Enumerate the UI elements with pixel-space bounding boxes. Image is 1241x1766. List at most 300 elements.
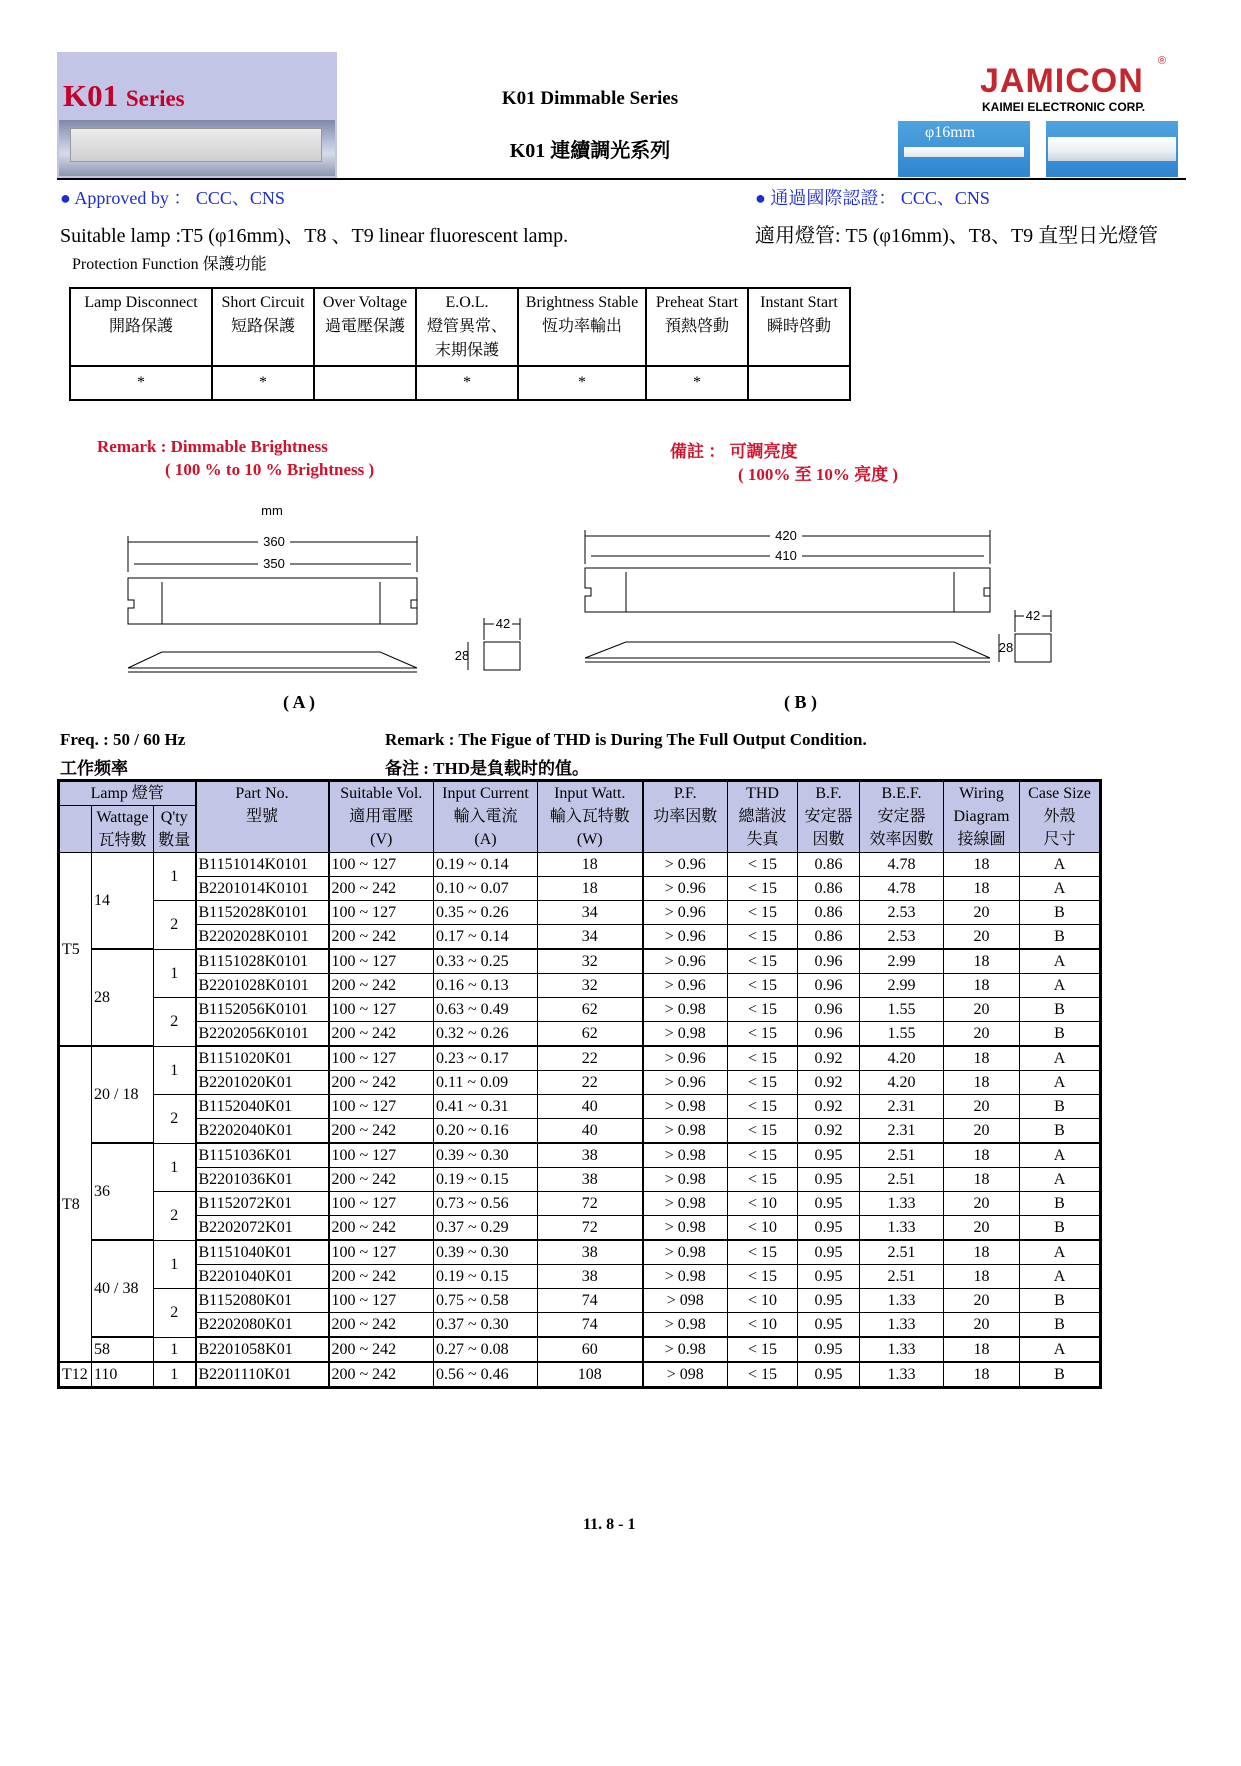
wiring-cell: 18 [944,1143,1020,1168]
input-watt-cell: 62 [538,1022,643,1047]
case-size-cell: A [1020,1265,1101,1289]
bef-cell: 2.31 [860,1119,944,1144]
prot-header-lamp-disconnect: Lamp Disconnect 開路保護 [70,288,212,366]
pf-cell: > 0.96 [643,1046,728,1071]
suitable-vol-cell: 200 ~ 242 [329,1265,434,1289]
table-row [59,949,1101,974]
bef-cell: 2.99 [860,974,944,998]
case-size-cell: A [1020,1046,1101,1071]
dimension-b-width: 42 [1025,608,1041,623]
input-watt-cell: 38 [538,1240,643,1265]
dimension-a-height: 28 [454,648,470,663]
input-current-cell: 0.19 ~ 0.15 [434,1265,538,1289]
bf-cell: 0.92 [798,1071,860,1095]
thd-cell: < 15 [728,853,798,877]
prot-mark: * [70,366,212,400]
input-current-cell: 0.35 ~ 0.26 [434,901,538,925]
bf-cell: 0.95 [798,1265,860,1289]
bf-cell: 0.95 [798,1289,860,1313]
prot-header-short-circuit: Short Circuit 短路保護 [212,288,314,366]
input-current-cell: 0.17 ~ 0.14 [434,925,538,950]
part-no-cell: B2201028K0101 [196,974,329,998]
table-row [59,1265,1101,1289]
lamp-type-cell: T8 [59,1046,92,1362]
prot-mark: * [212,366,314,400]
input-current-cell: 0.33 ~ 0.25 [434,949,538,974]
wiring-cell: 18 [944,877,1020,901]
input-watt-cell: 34 [538,901,643,925]
pf-cell: > 0.96 [643,974,728,998]
input-watt-cell: 40 [538,1095,643,1119]
input-watt-cell: 34 [538,925,643,950]
registered-mark: ® [1158,55,1167,67]
approved-by-zh [755,184,990,210]
wattage-cell: 36 [92,1143,154,1240]
page-number: 11. 8 - 1 [583,1516,636,1533]
thd-cell: < 15 [728,1022,798,1047]
qty-cell: 1 [154,949,196,998]
bf-cell: 0.95 [798,1143,860,1168]
header-thd: THD 總諧波 失真 [728,781,798,853]
bef-cell: 2.53 [860,925,944,950]
header-lamp-type [59,806,92,853]
protection-function-title: Protection Function 保護功能 [72,256,267,273]
thd-cell: < 15 [728,1265,798,1289]
series-code: K01 [63,78,119,113]
suitable-vol-cell: 100 ~ 127 [329,901,434,925]
qty-cell: 2 [154,901,196,950]
pf-cell: > 0.98 [643,998,728,1022]
wiring-cell: 20 [944,925,1020,950]
thd-cell: < 15 [728,974,798,998]
bf-cell: 0.95 [798,1337,860,1362]
input-watt-cell: 108 [538,1362,643,1388]
input-current-cell: 0.32 ~ 0.26 [434,1022,538,1047]
part-no-cell: B1152028K0101 [196,901,329,925]
wattage-cell: 58 [92,1337,154,1362]
jamicon-logo: JAMICON [980,62,1144,100]
part-no-cell: B1152056K0101 [196,998,329,1022]
part-no-cell: B2201058K01 [196,1337,329,1362]
header-suitable-vol: Suitable Vol. 適用電壓 (V) [329,781,434,853]
pf-cell: > 0.96 [643,925,728,950]
part-no-cell: B2201014K0101 [196,877,329,901]
diagram-b-label: ( B ) [784,692,817,712]
input-watt-cell: 38 [538,1265,643,1289]
case-size-cell: B [1020,1313,1101,1338]
bf-cell: 0.95 [798,1240,860,1265]
pf-cell: > 0.98 [643,1337,728,1362]
bef-cell: 4.78 [860,877,944,901]
part-no-cell: B2202040K01 [196,1119,329,1144]
wiring-cell: 18 [944,1265,1020,1289]
header-divider [57,178,1186,180]
wiring-cell: 18 [944,1240,1020,1265]
suitable-vol-cell: 100 ~ 127 [329,998,434,1022]
bef-cell: 2.31 [860,1095,944,1119]
input-current-cell: 0.75 ~ 0.58 [434,1289,538,1313]
bef-cell: 1.33 [860,1313,944,1338]
bef-cell: 4.20 [860,1046,944,1071]
suitable-vol-cell: 100 ~ 127 [329,1143,434,1168]
case-size-cell: A [1020,1143,1101,1168]
thd-cell: < 15 [728,1095,798,1119]
input-watt-cell: 38 [538,1143,643,1168]
thd-cell: < 10 [728,1216,798,1241]
part-no-cell: B1151036K01 [196,1143,329,1168]
dimension-a-inner: 350 [263,556,285,571]
fluorescent-tube-icon [904,147,1024,157]
qty-cell: 2 [154,1289,196,1338]
thd-cell: < 15 [728,877,798,901]
suitable-vol-cell: 200 ~ 242 [329,1313,434,1338]
wiring-cell: 18 [944,1071,1020,1095]
part-no-cell: B1152072K01 [196,1192,329,1216]
document-title-en: K01 Dimmable Series [501,88,679,109]
wiring-cell: 20 [944,998,1020,1022]
table-row [59,853,1101,877]
wiring-cell: 20 [944,1289,1020,1313]
suitable-vol-cell: 100 ~ 127 [329,1240,434,1265]
header-part-no: Part No. 型號 [196,781,329,853]
wiring-cell: 20 [944,1216,1020,1241]
wiring-cell: 20 [944,1313,1020,1338]
input-current-cell: 0.20 ~ 0.16 [434,1119,538,1144]
part-no-cell: B1151014K0101 [196,853,329,877]
wiring-cell: 18 [944,949,1020,974]
table-row [59,1362,1101,1388]
qty-cell: 1 [154,1337,196,1362]
pf-cell: > 0.96 [643,949,728,974]
dimension-b-inner: 410 [775,548,797,563]
thd-cell: < 10 [728,1289,798,1313]
thd-cell: < 15 [728,901,798,925]
bef-cell: 4.20 [860,1071,944,1095]
wiring-cell: 18 [944,974,1020,998]
pf-cell: > 0.98 [643,1216,728,1241]
case-size-cell: B [1020,1289,1101,1313]
part-no-cell: B1151028K0101 [196,949,329,974]
case-size-cell: A [1020,974,1101,998]
bf-cell: 0.95 [798,1313,860,1338]
prot-header-brightness-stable: Brightness Stable 恆功率輸出 [518,288,646,366]
thd-cell: < 15 [728,998,798,1022]
suitable-vol-cell: 100 ~ 127 [329,949,434,974]
suitable-lamp-en: Suitable lamp :T5 (φ16mm)、T8 、T9 linear fluorescent lamp. [60,225,569,247]
bf-cell: 0.95 [798,1362,860,1388]
case-size-cell: B [1020,1022,1101,1047]
remark-zh-line2: ( 100% 至 10% 亮度 ) [738,465,899,484]
bf-cell: 0.96 [798,998,860,1022]
case-size-cell: A [1020,1240,1101,1265]
series-title [63,78,185,114]
suitable-vol-cell: 200 ~ 242 [329,1071,434,1095]
input-watt-cell: 38 [538,1168,643,1192]
table-row [59,1143,1101,1168]
bef-cell: 2.99 [860,949,944,974]
table-row [59,1046,1101,1071]
frequency-zh: 工作频率 [60,759,128,778]
case-size-cell: B [1020,1362,1101,1388]
case-size-cell: A [1020,877,1101,901]
bef-cell: 2.51 [860,1265,944,1289]
part-no-cell: B2201020K01 [196,1071,329,1095]
part-no-cell: B1152080K01 [196,1289,329,1313]
case-dimension-diagrams [110,500,1090,690]
dimension-unit: mm [261,503,283,518]
remark-en-line1: Remark : Dimmable Brightness [97,437,328,456]
pf-cell: > 0.96 [643,853,728,877]
input-current-cell: 0.23 ~ 0.17 [434,1046,538,1071]
table-row [59,1337,1101,1362]
suitable-vol-cell: 100 ~ 127 [329,1046,434,1071]
input-current-cell: 0.63 ~ 0.49 [434,998,538,1022]
thd-cell: < 15 [728,1046,798,1071]
prot-mark [748,366,850,400]
pf-cell: > 098 [643,1362,728,1388]
thd-cell: < 15 [728,949,798,974]
thd-remark-zh: 备注 : THD是負载时的值。 [385,759,589,778]
approved-label-zh: ● 通過國際認證： [755,188,897,208]
bef-cell: 1.33 [860,1362,944,1388]
case-size-cell: A [1020,949,1101,974]
header-qty: Q'ty 數量 [154,806,196,853]
bf-cell: 0.86 [798,877,860,901]
remark-zh-line1: 備註 ： 可調亮度 [670,442,798,461]
thd-cell: < 15 [728,1362,798,1388]
prot-mark: * [518,366,646,400]
table-row [59,1095,1101,1119]
part-no-cell: B2201110K01 [196,1362,329,1388]
input-current-cell: 0.37 ~ 0.30 [434,1313,538,1338]
bef-cell: 2.53 [860,901,944,925]
suitable-vol-cell: 100 ~ 127 [329,1192,434,1216]
frequency-en: Freq. : 50 / 60 Hz [60,730,186,749]
wiring-cell: 18 [944,1168,1020,1192]
remark-en-line2: ( 100 % to 10 % Brightness ) [165,460,375,479]
suitable-vol-cell: 200 ~ 242 [329,1119,434,1144]
bef-cell: 1.33 [860,1216,944,1241]
case-size-cell: B [1020,1119,1101,1144]
prot-header-instant-start: Instant Start 瞬時啓動 [748,288,850,366]
thd-cell: < 15 [728,1071,798,1095]
pf-cell: > 0.98 [643,1022,728,1047]
input-watt-cell: 32 [538,974,643,998]
suitable-vol-cell: 200 ~ 242 [329,974,434,998]
input-watt-cell: 72 [538,1192,643,1216]
input-watt-cell: 40 [538,1119,643,1144]
table-row [59,1313,1101,1338]
bef-cell: 1.33 [860,1337,944,1362]
header-case-size: Case Size 外殼 尺寸 [1020,781,1101,853]
wiring-cell: 20 [944,1192,1020,1216]
header-bef: B.E.F. 安定器 效率因數 [860,781,944,853]
input-current-cell: 0.19 ~ 0.15 [434,1168,538,1192]
input-current-cell: 0.27 ~ 0.08 [434,1337,538,1362]
input-current-cell: 0.56 ~ 0.46 [434,1362,538,1388]
suitable-vol-cell: 200 ~ 242 [329,925,434,950]
lamp-type-cell: T12 [59,1362,92,1388]
qty-cell: 2 [154,998,196,1047]
header-wiring: Wiring Diagram 接線圖 [944,781,1020,853]
table-row [59,1168,1101,1192]
wiring-cell: 18 [944,853,1020,877]
bf-cell: 0.95 [798,1216,860,1241]
bef-cell: 2.51 [860,1168,944,1192]
pf-cell: > 098 [643,1289,728,1313]
dimension-b-height: 28 [998,640,1014,655]
wiring-cell: 20 [944,1022,1020,1047]
case-size-cell: B [1020,1216,1101,1241]
approved-label: ● Approved by ： [60,188,192,208]
diagram-a [128,503,520,672]
header-input-current: Input Current 輸入電流 (A) [434,781,538,853]
spec-table-body [59,853,1101,1388]
table-row [59,974,1101,998]
input-current-cell: 0.11 ~ 0.09 [434,1071,538,1095]
bef-cell: 4.78 [860,853,944,877]
suitable-vol-cell: 100 ~ 127 [329,853,434,877]
suitable-vol-cell: 200 ~ 242 [329,877,434,901]
table-row [59,901,1101,925]
input-watt-cell: 18 [538,877,643,901]
qty-cell: 1 [154,853,196,901]
prot-mark: * [646,366,748,400]
case-size-cell: B [1020,901,1101,925]
part-no-cell: B2202056K0101 [196,1022,329,1047]
bf-cell: 0.95 [798,1168,860,1192]
prot-mark: * [416,366,518,400]
prot-header-eol: E.O.L. 燈管異常、 末期保護 [416,288,518,366]
wiring-cell: 20 [944,1119,1020,1144]
header-lamp: Lamp 燈管 [59,781,196,806]
qty-cell: 2 [154,1192,196,1241]
bf-cell: 0.95 [798,1192,860,1216]
part-no-cell: B2202072K01 [196,1216,329,1241]
table-row [59,1240,1101,1265]
part-no-cell: B2201040K01 [196,1265,329,1289]
table-row [59,1071,1101,1095]
part-no-cell: B1151040K01 [196,1240,329,1265]
thd-cell: < 15 [728,1168,798,1192]
thd-cell: < 15 [728,1240,798,1265]
input-current-cell: 0.39 ~ 0.30 [434,1240,538,1265]
input-watt-cell: 60 [538,1337,643,1362]
header-wattage: Wattage 瓦特數 [92,806,154,853]
series-word: Series [125,86,185,111]
thd-cell: < 15 [728,1119,798,1144]
bf-cell: 0.96 [798,949,860,974]
input-watt-cell: 18 [538,853,643,877]
case-size-cell: A [1020,1337,1101,1362]
bf-cell: 0.86 [798,925,860,950]
bf-cell: 0.86 [798,853,860,877]
suitable-vol-cell: 200 ~ 242 [329,1216,434,1241]
bf-cell: 0.92 [798,1046,860,1071]
input-watt-cell: 62 [538,998,643,1022]
input-current-cell: 0.10 ~ 0.07 [434,877,538,901]
diagram-a-label: ( A ) [283,692,316,712]
case-size-cell: A [1020,853,1101,877]
case-size-cell: A [1020,1071,1101,1095]
thd-cell: < 15 [728,925,798,950]
case-size-cell: B [1020,1095,1101,1119]
case-size-cell: B [1020,998,1101,1022]
pf-cell: > 0.98 [643,1119,728,1144]
part-no-cell: B2202028K0101 [196,925,329,950]
bef-cell: 1.33 [860,1192,944,1216]
header-bf: B.F. 安定器 因數 [798,781,860,853]
table-row [59,1022,1101,1047]
table-row [59,925,1101,950]
pf-cell: > 0.96 [643,901,728,925]
bf-cell: 0.96 [798,974,860,998]
wiring-cell: 18 [944,1337,1020,1362]
document-title-zh: K01 連續調光系列 [509,140,671,162]
wattage-cell: 110 [92,1362,154,1388]
protection-table [69,287,851,401]
company-name: KAIMEI ELECTRONIC CORP. [982,100,1146,114]
table-row [59,1216,1101,1241]
approved-value-zh: CCC、CNS [900,188,990,208]
qty-cell: 1 [154,1240,196,1289]
bf-cell: 0.86 [798,901,860,925]
pf-cell: > 0.98 [643,1192,728,1216]
wiring-cell: 18 [944,1046,1020,1071]
qty-cell: 2 [154,1095,196,1144]
part-no-cell: B2202080K01 [196,1313,329,1338]
input-current-cell: 0.39 ~ 0.30 [434,1143,538,1168]
table-row [59,998,1101,1022]
input-watt-cell: 72 [538,1216,643,1241]
qty-cell: 1 [154,1143,196,1192]
bef-cell: 1.33 [860,1289,944,1313]
bef-cell: 1.55 [860,998,944,1022]
fluorescent-tube-icon [1048,137,1176,161]
case-size-cell: A [1020,1168,1101,1192]
case-size-cell: B [1020,1192,1101,1216]
wattage-cell: 14 [92,853,154,950]
pf-cell: > 0.96 [643,1071,728,1095]
lamp-type-cell: T5 [59,853,92,1047]
suitable-lamp-zh: 適用燈管: T5 (φ16mm)、T8、T9 直型日光燈管 [755,225,1159,247]
part-no-cell: B1152040K01 [196,1095,329,1119]
dimension-b-outer: 420 [775,528,797,543]
pf-cell: > 0.98 [643,1095,728,1119]
suitable-vol-cell: 200 ~ 242 [329,1168,434,1192]
tube-diameter-label: φ16mm [925,124,976,141]
input-watt-cell: 74 [538,1289,643,1313]
bef-cell: 2.51 [860,1240,944,1265]
prot-header-preheat-start: Preheat Start 預熱啓動 [646,288,748,366]
input-current-cell: 0.16 ~ 0.13 [434,974,538,998]
input-current-cell: 0.19 ~ 0.14 [434,853,538,877]
pf-cell: > 0.98 [643,1265,728,1289]
thd-cell: < 10 [728,1192,798,1216]
bef-cell: 1.55 [860,1022,944,1047]
wiring-cell: 18 [944,1362,1020,1388]
wattage-cell: 28 [92,949,154,1046]
part-no-cell: B2201036K01 [196,1168,329,1192]
part-no-cell: B1151020K01 [196,1046,329,1071]
dimension-a-outer: 360 [263,534,285,549]
bf-cell: 0.92 [798,1119,860,1144]
bf-cell: 0.92 [798,1095,860,1119]
pf-cell: > 0.96 [643,877,728,901]
thd-cell: < 15 [728,1143,798,1168]
wattage-cell: 20 / 18 [92,1046,154,1143]
approved-by-en [60,184,285,210]
